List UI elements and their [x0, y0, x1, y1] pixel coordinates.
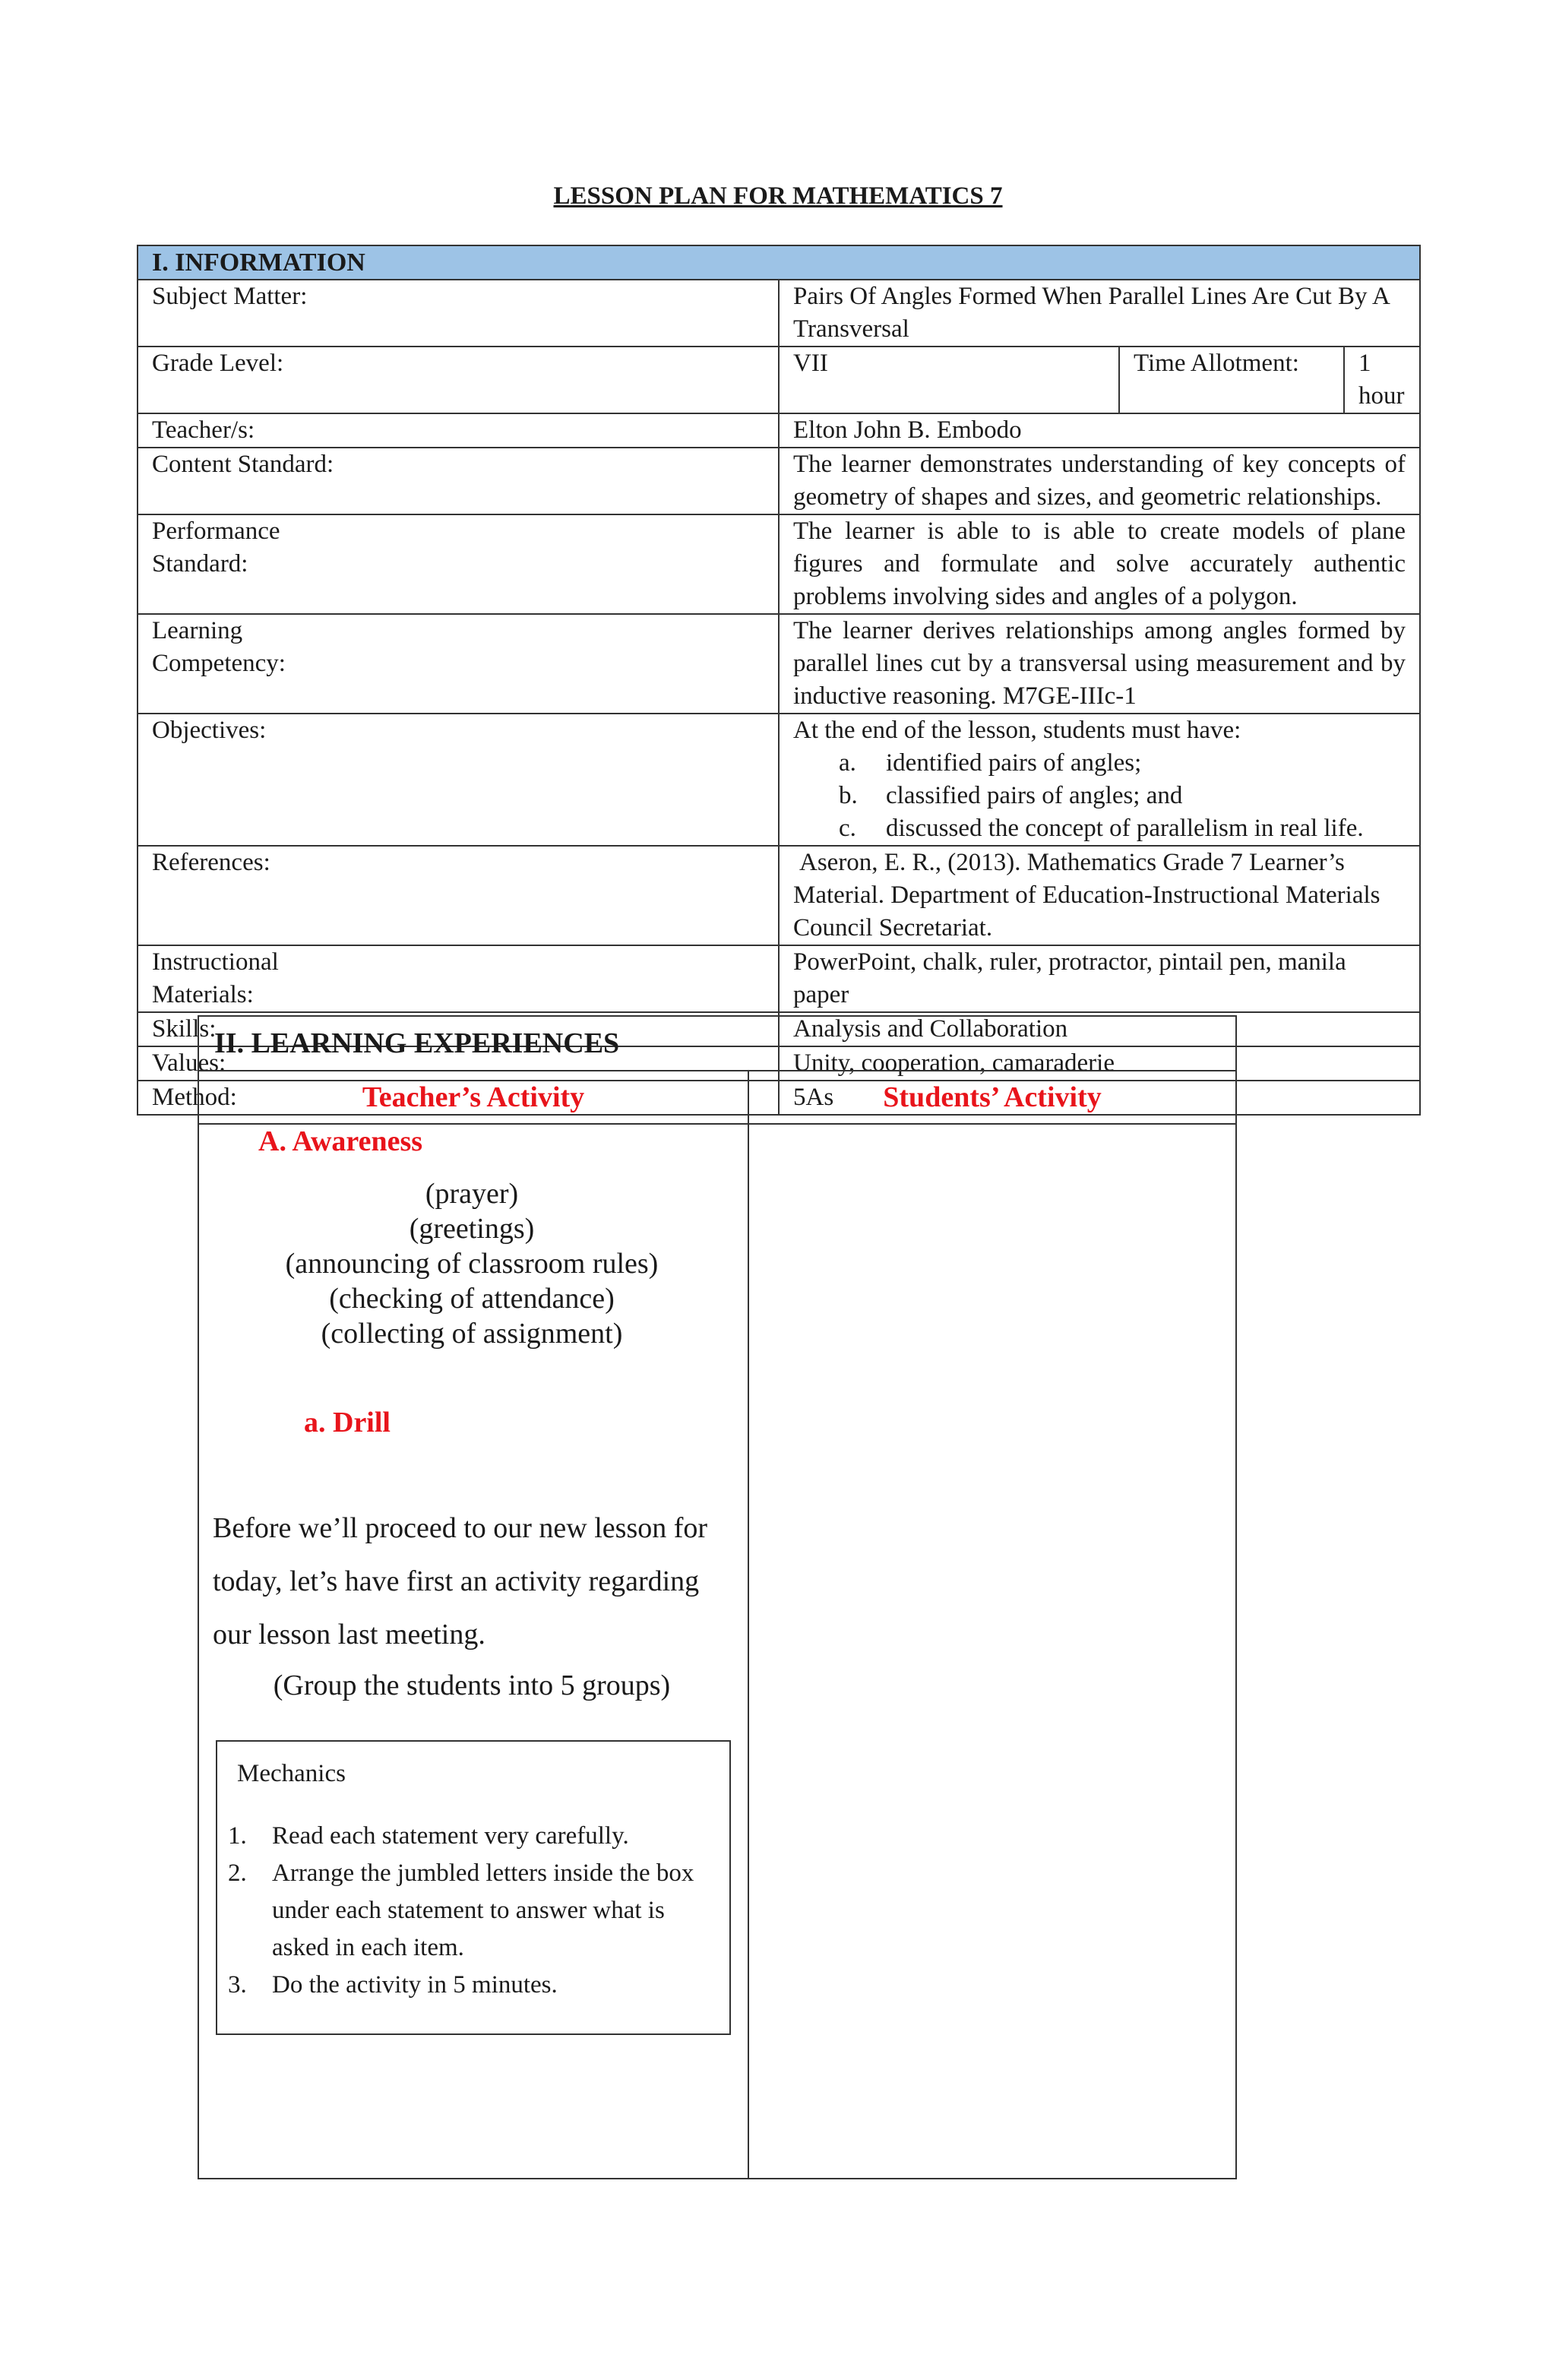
references-line1: Aseron, E. R., (2013). Mathematics Grade 7 Learner’s — [799, 849, 1345, 876]
time-label: Time Allotment: — [1120, 347, 1345, 413]
objective-text: discussed the concept of parallelism in real life. — [886, 815, 1364, 842]
materials-label-line1: Instructional — [152, 948, 279, 976]
grade-label: Grade Level: — [138, 347, 779, 413]
objectives-intro: At the end of the lesson, students must have: — [793, 717, 1241, 744]
method-label: Method: — [138, 1081, 779, 1115]
teacher-label: Teacher/s: — [138, 413, 779, 448]
objective-marker: c. — [839, 815, 856, 842]
competency-row — [138, 614, 1420, 714]
skills-label: Skills: — [138, 1012, 779, 1046]
content-standard-label: Content Standard: — [138, 448, 779, 514]
objectives-list — [793, 747, 1406, 845]
information-table — [137, 245, 1421, 1116]
grade-value: VII — [780, 347, 1120, 413]
learning-experiences-header: II. LEARNING EXPERIENCES — [199, 1017, 1235, 1071]
routine-item: (prayer) — [425, 1178, 519, 1210]
column-divider — [748, 1071, 749, 2178]
mechanics-item — [228, 1967, 714, 2004]
routine-item: (collecting of assignment) — [321, 1318, 623, 1350]
document-title: LESSON PLAN FOR MATHEMATICS 7 — [553, 182, 1003, 210]
objective-marker: a. — [839, 749, 856, 777]
teacher-activity-header: Teacher’s Activity — [199, 1071, 748, 1125]
information-header: I. INFORMATION — [138, 245, 1420, 280]
materials-row — [138, 945, 1420, 1012]
subject-label: Subject Matter: — [138, 280, 779, 347]
objective-item — [839, 780, 1406, 812]
content-standard-value: The learner demonstrates understanding of key concepts of geometry of shapes and sizes, and geometric relationships. — [779, 448, 1420, 514]
routine-item: (greetings) — [409, 1213, 535, 1245]
mechanics-list — [228, 1818, 714, 2004]
objectives-label: Objectives: — [138, 714, 779, 846]
students-activity-header: Students’ Activity — [749, 1071, 1235, 1125]
materials-value: PowerPoint, chalk, ruler, protractor, pintail pen, manila paper — [779, 945, 1420, 1012]
awareness-heading: A. Awareness — [258, 1125, 423, 1157]
mechanics-text: Read each statement very carefully. — [272, 1822, 629, 1850]
objectives-row — [138, 714, 1420, 846]
method-value: 5As — [779, 1081, 1420, 1115]
references-line2: Material. Department of Education-Instructional Materials Council Secretariat. — [793, 881, 1380, 942]
competency-label-line1: Learning — [152, 617, 243, 644]
objective-text: identified pairs of angles; — [886, 749, 1142, 777]
mechanics-number: 3. — [228, 1971, 247, 1999]
objective-item — [839, 747, 1406, 780]
time-value: 1 hour — [1358, 350, 1405, 410]
references-label: References: — [138, 846, 779, 945]
subject-value: Pairs Of Angles Formed When Parallel Lines Are Cut By A Transversal — [779, 280, 1420, 347]
mechanics-box — [216, 1740, 731, 2035]
mechanics-number: 1. — [228, 1822, 247, 1850]
performance-standard-value: The learner is able to is able to create models of plane figures and formulate and solve accurately authentic problems involving sides and angles of a polygon. — [779, 514, 1420, 614]
grade-time-cells — [780, 347, 1419, 413]
objective-item — [839, 812, 1406, 845]
drill-intro-paragraph: Before we’ll proceed to our new lesson for today, let’s have first an activity regarding our lesson last meeting. — [213, 1512, 708, 1650]
mechanics-number: 2. — [228, 1859, 247, 1887]
values-label: Values: — [138, 1046, 779, 1081]
mechanics-item — [228, 1855, 714, 1967]
performance-label-line2: Standard: — [152, 550, 248, 578]
materials-label-line2: Materials: — [152, 981, 254, 1008]
information-header-row — [138, 245, 1420, 280]
routine-item: (checking of attendance) — [329, 1283, 615, 1315]
objective-text: classified pairs of angles; and — [886, 782, 1183, 809]
routine-list — [198, 1176, 746, 1351]
mechanics-text: Do the activity in 5 minutes. — [272, 1971, 558, 1999]
mechanics-text: Arrange the jumbled letters inside the box under each statement to answer what is asked in each item. — [272, 1859, 694, 1961]
grouping-instruction: (Group the students into 5 groups) — [273, 1669, 671, 1701]
teacher-row — [138, 413, 1420, 448]
competency-value: The learner derives relationships among angles formed by parallel lines cut by a transversal using measurement and by inductive reasoning. M7GE-IIIc-1 — [779, 614, 1420, 714]
objective-marker: b. — [839, 782, 858, 809]
grade-row — [138, 347, 1420, 413]
routine-item: (announcing of classroom rules) — [285, 1248, 659, 1280]
mechanics-title: Mechanics — [237, 1760, 346, 1787]
values-value: Unity, cooperation, camaraderie — [779, 1046, 1420, 1081]
teacher-value: Elton John B. Embodo — [779, 413, 1420, 448]
drill-heading: a. Drill — [304, 1407, 391, 1438]
subject-row — [138, 280, 1420, 347]
competency-label-line2: Competency: — [152, 650, 286, 677]
content-standard-row — [138, 448, 1420, 514]
performance-label-line1: Performance — [152, 517, 280, 545]
skills-value: Analysis and Collaboration — [779, 1012, 1420, 1046]
references-row — [138, 846, 1420, 945]
mechanics-item — [228, 1818, 714, 1855]
performance-standard-row — [138, 514, 1420, 614]
